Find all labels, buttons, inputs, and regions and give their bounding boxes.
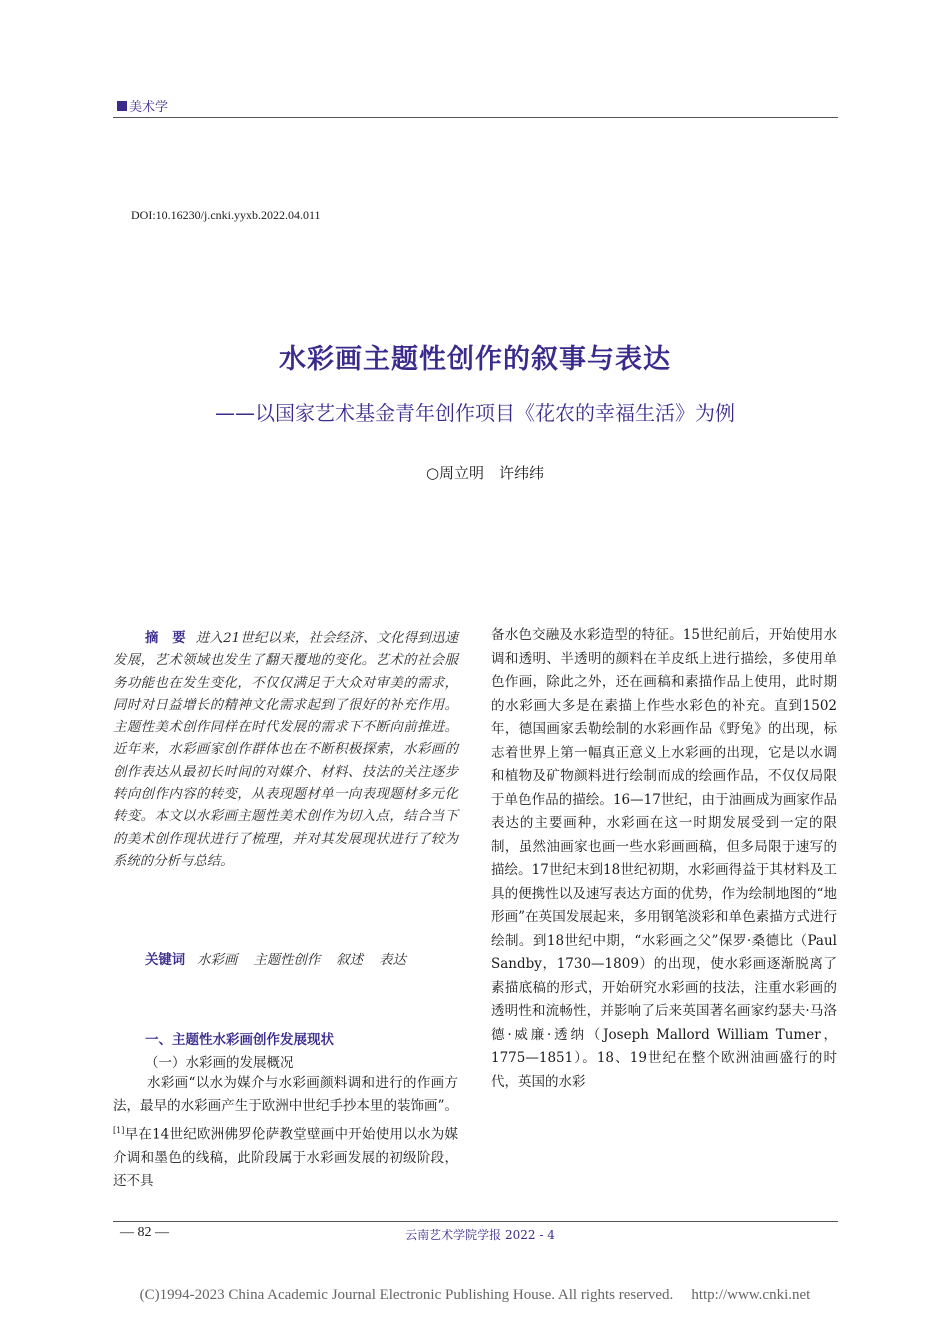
- page-number: — 82 —: [120, 1225, 169, 1240]
- keyword: 叙述: [336, 953, 364, 968]
- keyword: 水彩画: [197, 953, 238, 968]
- section-tag-label: 美术学: [129, 100, 169, 115]
- subsection-heading: （一）水彩画的发展概况: [145, 1055, 294, 1071]
- paragraph-text: 水彩画“以水为媒介与水彩画颜料调和进行的作画方法，最早的水彩画产生于欧洲中世纪手抄本里的装饰画”。: [113, 1075, 458, 1115]
- abstract: [113, 628, 458, 873]
- footer-divider: [113, 1221, 838, 1222]
- abstract-text: 进入21世纪以来，社会经济、文化得到迅速发展，艺术领域也发生了翻天覆地的变化。艺术的社会服务功能也在发生变化，不仅仅满足于大众对审美的需求，同时对日益增长的精神文化需求起到了很好的补充作用。主题性美术创作同样在时代发展的需求下不断向前推进。近年来，水彩画家创作群体也在不断积极探索，水彩画的创作表达从最初长时间的对媒介、材料、技法的关注逐步转向创作内容的转变，从表现题材单一向表现题材多元化转变。本文以水彩画主题性美术创作为切入点，结合当下的美术创作现状进行了梳理，并对其发展现状进行了较为系统的分析与总结。: [113, 631, 458, 869]
- journal-footer: [0, 1226, 950, 1243]
- keyword: 表达: [379, 953, 406, 968]
- body-paragraph-left: [113, 1072, 458, 1194]
- abstract-label: 摘 要: [145, 631, 186, 646]
- keywords-label: 关键词: [145, 953, 186, 968]
- article-title: 水彩画主题性创作的叙事与表达: [279, 344, 671, 375]
- square-bullet-icon: [117, 101, 127, 111]
- journal-name: 云南艺术学院学报 2022 - 4: [405, 1228, 555, 1242]
- section-heading: 一、主题性水彩画创作发展现状: [145, 1032, 334, 1048]
- cnki-link[interactable]: http://www.cnki.net: [691, 1287, 811, 1303]
- keyword: 主题性创作: [253, 953, 321, 968]
- copyright-text: (C)1994-2023 China Academic Journal Electronic Publishing House. All rights reserved.: [139, 1287, 674, 1303]
- authors: ○周立明 许纬纬: [425, 464, 545, 482]
- copyright-notice: [0, 1287, 950, 1304]
- section-tag: [117, 96, 168, 115]
- reference-marker: [1]: [113, 1125, 125, 1135]
- paragraph-text-cont: 早在14世纪欧洲佛罗伦萨教堂壁画中开始使用以水为媒介调和墨色的线稿，此阶段属于水彩画发展的初级阶段，还不具: [113, 1126, 458, 1190]
- keywords: [113, 950, 458, 972]
- doi: DOI:10.16230/j.cnki.yyxb.2022.04.011: [131, 208, 321, 222]
- header-divider: [113, 117, 838, 118]
- body-paragraph-right: 备水色交融及水彩造型的特征。15世纪前后，开始使用水调和透明、半透明的颜料在羊皮纸上进行描绘，多使用单色作画，除此之外，还在画稿和素描作品上使用，此时期的水彩画大多是在素描上作些水彩色的补充。直到1502年，德国画家丢勒绘制的水彩画作品《野兔》的出现，标志着世界上第一幅真正意义上水彩画的出现，它是以水调和植物及矿物颜料进行绘制而成的绘画作品，不仅仅局限于单色作品的描绘。16—17世纪，由于油画成为画家作品表达的主要画种，水彩画在这一时期发展受到一定的限制，虽然油画家也画一些水彩画画稿，但多局限于速写的描绘。17世纪末到18世纪初期，水彩画得益于其材料及工具的便携性以及速写表达方面的优势，作为绘制地图的“地形画”在英国发展起来，多用钢笔淡彩和单色素描方式进行绘制。到18世纪中期，“水彩画之父”保罗·桑德比（Paul Sandby，1730—1809）的出现，使水彩画逐渐脱离了素描底稿的形式，开始研究水彩画的技法，注重水彩画的透明性和流畅性，并影响了后来英国著名画家约瑟夫·马洛德·威廉·透纳（Joseph Mallord William Tumer，1775—1851）。18、19世纪在整个欧洲油画盛行的时代，英国的水彩: [491, 627, 837, 1090]
- article-subtitle: ——以国家艺术基金青年创作项目《花农的幸福生活》为例: [215, 401, 735, 425]
